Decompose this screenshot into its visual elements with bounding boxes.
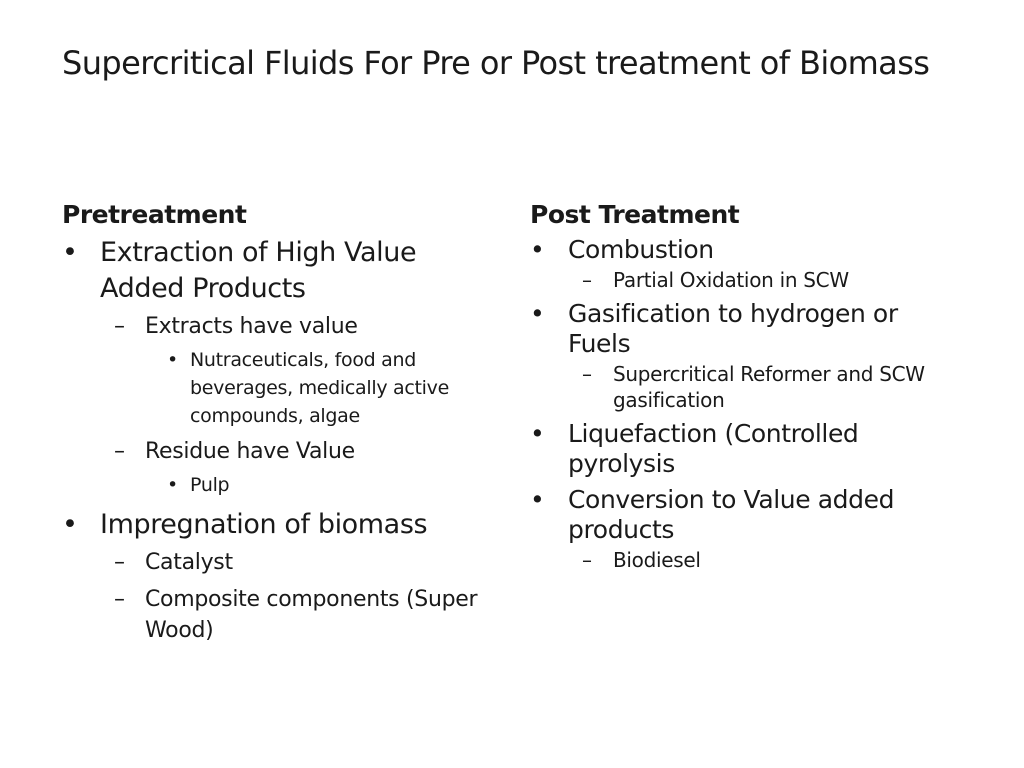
bullet-icon: • <box>530 419 545 448</box>
list-item-text: Pulp <box>190 474 230 496</box>
list-item <box>100 584 502 646</box>
list-item-text: Gasification to hydrogen or Fuels <box>568 299 898 358</box>
bullet-icon: • <box>167 474 178 496</box>
list-item-text: Conversion to Value added products <box>568 485 895 544</box>
list-item-text: Residue have Value <box>145 439 355 464</box>
list-item <box>62 507 502 646</box>
list-item-text: Partial Oxidation in SCW <box>613 268 849 292</box>
list-item <box>530 235 950 293</box>
bullet-icon: • <box>167 349 178 371</box>
pretreatment-column <box>62 200 502 646</box>
post-treatment-list <box>530 235 950 573</box>
slide-title: Supercritical Fluids For Pre or Post treatment of Biomass <box>62 44 930 82</box>
dash-icon: – <box>582 268 592 292</box>
list-item <box>568 547 950 573</box>
list-item-text: Biodiesel <box>613 548 701 572</box>
list-item <box>530 299 950 413</box>
list-item-text: Supercritical Reformer and SCW gasification <box>613 362 925 412</box>
list-item <box>530 485 950 573</box>
list-item <box>145 471 502 499</box>
list-item-text: Extraction of High Value Added Products <box>100 237 417 304</box>
list-item <box>100 311 502 430</box>
list-item-text: Nutraceuticals, food and beverages, medically active compounds, algae <box>190 349 449 427</box>
bullet-icon: • <box>530 485 545 514</box>
dash-icon: – <box>114 314 125 339</box>
list-item <box>530 419 950 479</box>
bullet-icon: • <box>62 237 78 268</box>
post-treatment-heading: Post Treatment <box>530 200 740 229</box>
list-item <box>145 346 502 430</box>
dash-icon: – <box>114 587 125 612</box>
list-item-text: Liquefaction (Controlled pyrolysis <box>568 419 859 478</box>
list-item <box>62 235 502 499</box>
list-item-text: Extracts have value <box>145 314 358 339</box>
bullet-icon: • <box>530 299 545 328</box>
dash-icon: – <box>114 439 125 464</box>
dash-icon: – <box>582 548 592 572</box>
list-item <box>100 436 502 499</box>
list-item <box>568 267 950 293</box>
dash-icon: – <box>114 550 125 575</box>
pretreatment-list <box>62 235 502 646</box>
list-item-text: Composite components (Super Wood) <box>145 587 478 643</box>
list-item <box>568 361 950 413</box>
list-item-text: Combustion <box>568 235 714 264</box>
bullet-icon: • <box>62 509 78 540</box>
pretreatment-heading: Pretreatment <box>62 200 247 229</box>
dash-icon: – <box>582 362 592 386</box>
list-item-text: Impregnation of biomass <box>100 509 428 540</box>
bullet-icon: • <box>530 235 545 264</box>
post-treatment-column <box>530 200 950 573</box>
list-item <box>100 547 502 578</box>
list-item-text: Catalyst <box>145 550 233 575</box>
